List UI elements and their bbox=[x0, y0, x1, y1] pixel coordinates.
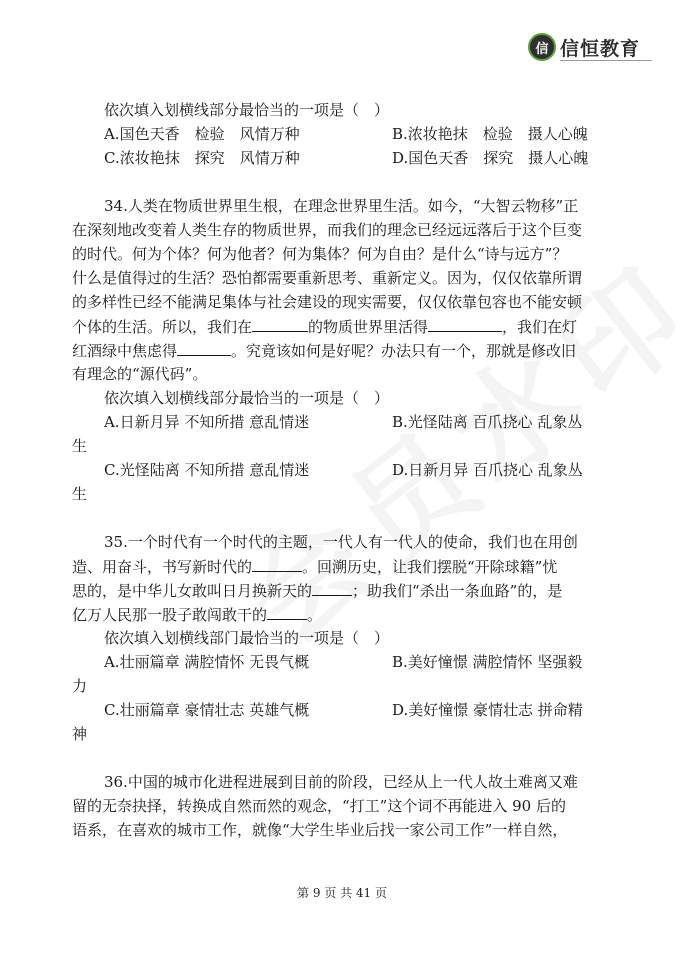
blank-line bbox=[177, 338, 231, 356]
q34-line: 在深刻地改变着人类生存的物质世界，而我们的理念已经远远落后于这个巨变 bbox=[72, 221, 583, 239]
q35-text: 亿万人民那一股子敢闯敢干的 bbox=[72, 606, 268, 624]
q36-line: 留的无奈抉择，转换成自然而然的观念，“打工”这个词不再能进入 90 后的 bbox=[72, 797, 566, 815]
option-b: B.光怪陆离 百爪挠心 乱象丛 bbox=[392, 413, 583, 431]
q36-line: 36.中国的城市化进程进展到目前的阶段，已经从上一代人故土难离又难 bbox=[104, 773, 578, 791]
option-c: C.壮丽篇章 豪情壮志 英雄气概 bbox=[104, 701, 310, 719]
q34-line: 什么是值得过的生活？恐怕都需要重新思考、重新定义。因为，仅仅依靠所谓 bbox=[72, 269, 583, 287]
option-b: B.浓妆艳抹 检验 摄人心魄 bbox=[392, 125, 588, 143]
q35-line bbox=[72, 578, 562, 603]
q35-text: ；助我们“杀出一条血路”的，是 bbox=[352, 582, 563, 600]
option-d: D.国色天香 探究 摄人心魄 bbox=[392, 149, 589, 167]
q34-text: 个体的生活。所以，我们在 bbox=[72, 318, 253, 336]
logo-underline bbox=[560, 60, 652, 65]
question-prompt: 依次填入划横线部分最恰当的一项是（ ） bbox=[104, 389, 390, 407]
q34-line: 的时代。何为个体？何为他者？何为集体？何为自由？是什么“诗与远方”？ bbox=[72, 245, 568, 263]
option-b: B.美好憧憬 满腔情怀 坚强毅 bbox=[392, 653, 583, 671]
blank-line bbox=[252, 554, 302, 572]
option-b-wrap: 生 bbox=[72, 437, 88, 455]
brand-logo bbox=[528, 32, 658, 62]
blank-line bbox=[428, 314, 502, 332]
q35-line: 35.一个时代有一个时代的主题，一代人有一代人的使命，我们也在用创 bbox=[104, 533, 578, 551]
q34-line: 的多样性已经不能满足集体与社会建设的现实需要，仅仅依靠包容也不能安顿 bbox=[72, 293, 583, 311]
blank-line bbox=[312, 578, 352, 596]
page-number: 第 9 页 共 41 页 bbox=[297, 886, 387, 900]
q35-text: 。 bbox=[307, 606, 323, 624]
q34-text: ，我们在灯 bbox=[502, 318, 578, 336]
option-a: A.壮丽篇章 满腔情怀 无畏气概 bbox=[104, 653, 310, 671]
q34-text: 红酒绿中焦虑得 bbox=[72, 342, 178, 360]
q35-text: 造、用奋斗，书写新时代的 bbox=[72, 558, 253, 576]
option-d: D.美好憧憬 豪情壮志 拼命精 bbox=[392, 701, 583, 719]
q35-line bbox=[72, 602, 322, 627]
option-a: A.国色天香 检验 风情万种 bbox=[104, 125, 300, 143]
q34-line bbox=[72, 338, 576, 363]
blank-line bbox=[267, 602, 307, 620]
q35-text: 思的，是中华儿女敢叫日月换新天的 bbox=[72, 582, 313, 600]
q34-line: 有理念的“源代码”。 bbox=[72, 365, 208, 383]
option-c: C.浓妆艳抹 探究 风情万种 bbox=[104, 149, 300, 167]
option-b-wrap: 力 bbox=[72, 677, 88, 695]
blank-line bbox=[252, 314, 308, 332]
logo-icon: 信 bbox=[528, 33, 556, 61]
option-d-wrap: 生 bbox=[72, 485, 88, 503]
q34-text: 。究竟该如何是好呢？办法只有一个，那就是修改旧 bbox=[231, 342, 577, 360]
option-a: A.日新月异 不知所措 意乱情迷 bbox=[104, 413, 310, 431]
q34-line: 34.人类在物质世界里生根，在理念世界里生活。如今，“大智云物移”正 bbox=[104, 197, 579, 215]
question-prompt: 依次填入划横线部门最恰当的一项是（ ） bbox=[104, 629, 390, 647]
question-prompt: 依次填入划横线部分最恰当的一项是（ ） bbox=[104, 101, 390, 119]
option-d: D.日新月异 百爪挠心 乱象丛 bbox=[392, 461, 583, 479]
q35-text: 。回溯历史，让我们摆脱“开除球籍”忧 bbox=[302, 558, 558, 576]
q36-line: 语系，在喜欢的城市工作，就像“大学生毕业后找一家公司工作”一样自然， bbox=[72, 821, 568, 839]
q35-line bbox=[72, 554, 557, 579]
option-c: C.光怪陆离 不知所措 意乱情迷 bbox=[104, 461, 310, 479]
q34-line bbox=[72, 314, 577, 339]
q34-text: 的物质世界里活得 bbox=[308, 318, 429, 336]
brand-name: 信恒教育 bbox=[560, 37, 641, 60]
option-d-wrap: 神 bbox=[72, 725, 88, 743]
